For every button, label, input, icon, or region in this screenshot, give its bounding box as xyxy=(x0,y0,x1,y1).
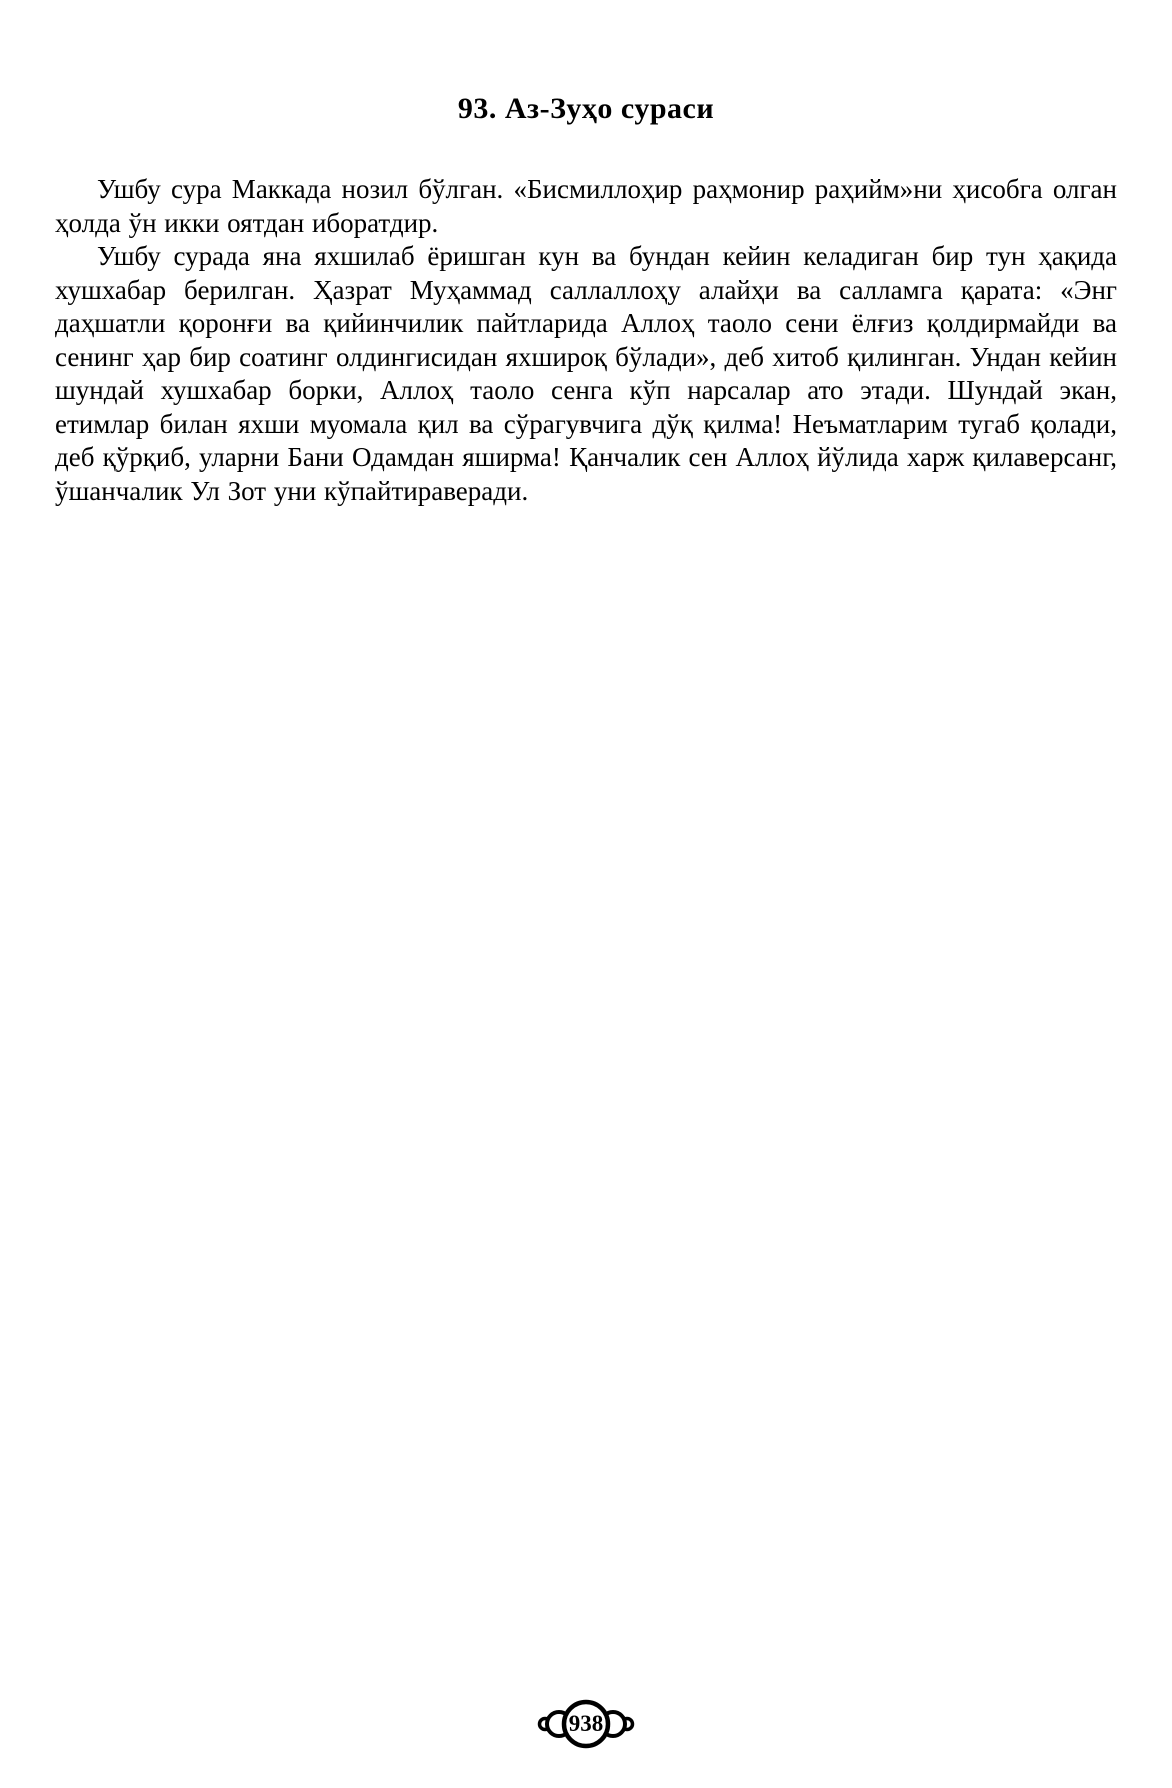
page-footer xyxy=(0,1696,1172,1752)
body-text xyxy=(55,173,1117,508)
page-content xyxy=(0,92,1172,508)
paragraph-description: Ушбу сурада яна яхшилаб ёришган кун ва бундан кейин келадиган бир тун ҳақида хушхабар берилган. Ҳазрат Муҳаммад саллаллоҳу алайҳи ва салламга қарата: «Энг даҳшатли қоронғи ва қийинчилик пайтларида Аллоҳ таоло сени ёлғиз қолдирмайди ва сенинг ҳар бир соатинг олдингисидан яхшироқ бўлади», деб хитоб қилинган. Ундан кейин шундай хушхабар борки, Аллоҳ таоло сенга кўп нарсалар ато этади. Шундай экан, етимлар билан яхши муомала қил ва сўрагувчига дўқ қилма! Неъматларим тугаб қолади, деб қўрқиб, уларни Бани Одамдан яширма! Қанчалик сен Аллоҳ йўлида харж қилаверсанг, ўшанчалик Ул Зот уни кўпайтираверади. xyxy=(55,241,1117,506)
page-number: 938 xyxy=(568,1710,604,1736)
page-number-ornament xyxy=(536,1696,636,1752)
page-title: 93. Аз-Зуҳо сураси xyxy=(457,92,715,125)
paragraph-intro: Ушбу сура Маккада нозил бўлган. «Бисмиллоҳир раҳмонир раҳийм»ни ҳисобга олган ҳолда ўн икки оятдан иборатдир. xyxy=(55,174,1117,238)
